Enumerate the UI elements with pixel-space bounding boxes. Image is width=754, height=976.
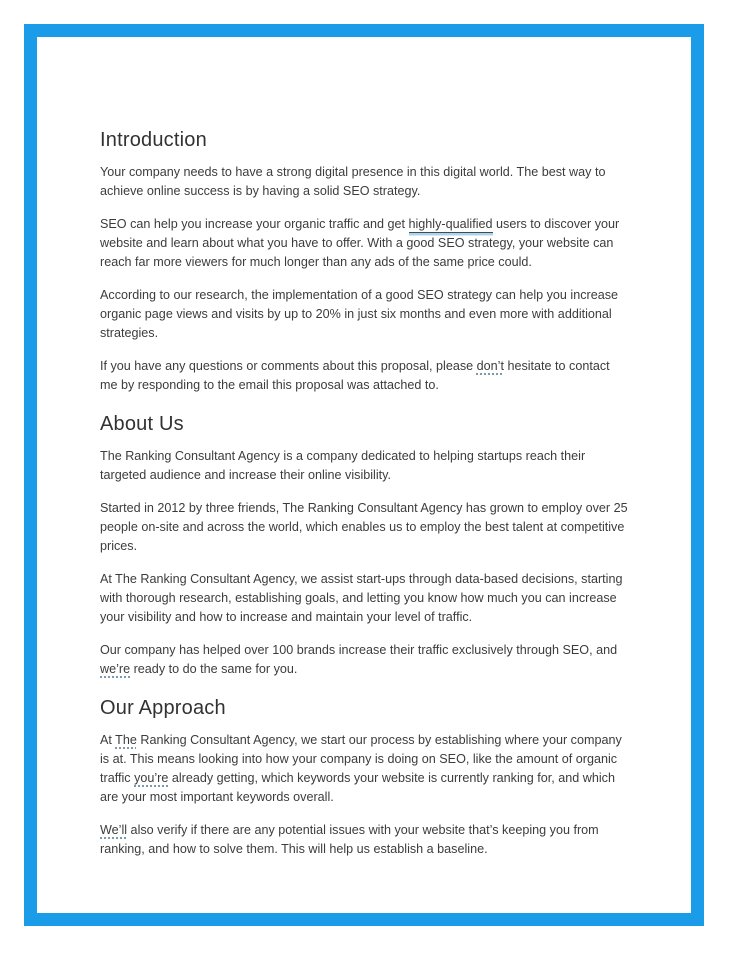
text-segment: The Ranking Consultant Agency is a company dedicated to helping startups reach their targeted audience and increase their online visibility. — [100, 449, 586, 482]
text-segment: also verify if there are any potential issues with your website that’s keeping you from ranking, and how to solve them. This will help us establish a baseline. — [100, 823, 599, 856]
text-segment: At — [100, 733, 116, 747]
paragraph — [100, 357, 630, 395]
section-heading-our-approach: Our Approach — [100, 697, 226, 719]
spellcheck-word: We’ll — [100, 823, 128, 837]
page-border-frame — [24, 24, 704, 926]
section-our-approach — [100, 696, 630, 859]
section-about-us — [100, 412, 630, 679]
text-segment: hesitate to contact me by responding to the email this proposal was attached to. — [100, 359, 610, 392]
paragraph — [100, 447, 630, 485]
spellcheck-word: don’t — [476, 359, 504, 373]
section-heading-introduction: Introduction — [100, 129, 207, 151]
text-segment: At The Ranking Consultant Agency, we assist start-ups through data-based decisions, starting with thorough research, establishing goals, and letting you know how much you can increase your visibility and how to increase and maintain your level of traffic. — [100, 572, 623, 624]
paragraph — [100, 286, 630, 343]
text-segment: If you have any questions or comments about this proposal, please — [100, 359, 477, 373]
paragraph — [100, 163, 630, 201]
text-segment: users to discover your website and learn about what you have to offer. With a good SEO strategy, your website can reach far more viewers for much longer than any ads of the same price could. — [100, 217, 620, 269]
paragraph — [100, 731, 630, 807]
text-segment: SEO can help you increase your organic traffic and get — [100, 217, 409, 231]
paragraph — [100, 215, 630, 272]
spellcheck-word: you’re — [134, 771, 169, 785]
text-segment: ready to do the same for you. — [130, 662, 298, 676]
paragraph — [100, 570, 630, 627]
paragraph — [100, 641, 630, 679]
text-segment: Our company has helped over 100 brands increase their traffic exclusively through SEO, and — [100, 643, 618, 657]
page-content — [37, 37, 691, 859]
text-segment: Started in 2012 by three friends, The Ranking Consultant Agency has grown to employ over 25 people on-site and across the world, which enables us to employ the best talent at competitive prices. — [100, 501, 628, 553]
text-segment: already getting, which keywords your website is currently ranking for, and which are your most important keywords overall. — [100, 771, 615, 804]
spellcheck-word: we’re — [100, 662, 131, 676]
text-segment: Your company needs to have a strong digital presence in this digital world. The best way to achieve online success is by having a solid SEO strategy. — [100, 165, 606, 198]
section-heading-about-us: About Us — [100, 413, 184, 435]
paragraph — [100, 821, 630, 859]
spellcheck-word: The — [115, 733, 137, 747]
paragraph — [100, 499, 630, 556]
text-segment: According to our research, the implementation of a good SEO strategy can help you increase organic page views and visits by up to 20% in just six months and even more with additional strategies. — [100, 288, 619, 340]
section-introduction — [100, 128, 630, 395]
text-segment: Ranking Consultant Agency, we start our process by establishing where your company is at. This means looking into how your company is doing on SEO, like the amount of organic traffic — [100, 733, 622, 785]
underlined-phrase: highly-qualified — [408, 217, 493, 231]
